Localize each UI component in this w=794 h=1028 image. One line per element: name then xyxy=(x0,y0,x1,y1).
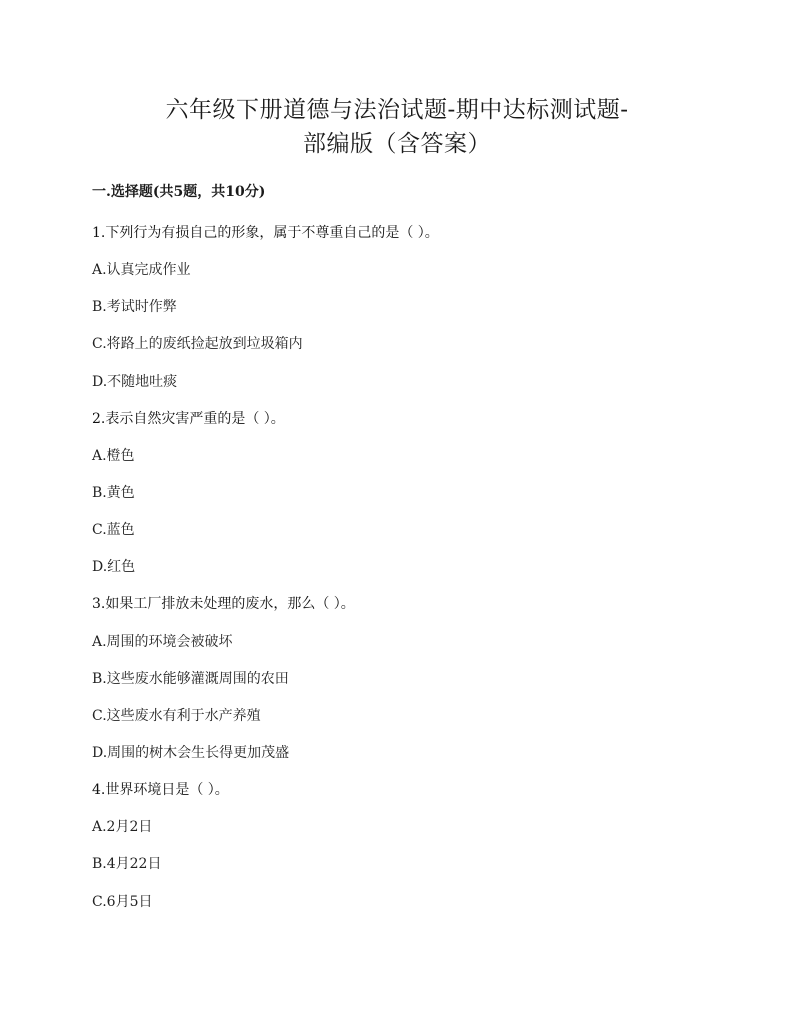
answer-option: D.周围的树木会生长得更加茂盛 xyxy=(92,744,290,761)
answer-option: D.不随地吐痰 xyxy=(92,373,178,390)
answer-option: B.4月22日 xyxy=(92,856,162,873)
answer-option: C.这些废水有利于水产养殖 xyxy=(92,707,261,724)
answer-option: B.黄色 xyxy=(92,484,135,501)
section-heading: 一.选择题(共5题，共10分) xyxy=(92,184,266,200)
answer-option: A.周围的环境会被破坏 xyxy=(92,633,233,650)
answer-option: D.红色 xyxy=(92,559,136,576)
answer-option: A.认真完成作业 xyxy=(92,262,191,279)
question-text: 3.如果工厂排放未处理的废水，那么（ ）。 xyxy=(92,596,355,613)
answer-option: C.6月5日 xyxy=(92,893,153,910)
answer-option: C.蓝色 xyxy=(92,522,135,539)
question-list xyxy=(92,224,439,930)
answer-option: B.这些废水能够灌溉周围的农田 xyxy=(92,670,289,687)
document-title-line-1: 六年级下册道德与法治试题-期中达标测试题- xyxy=(165,97,629,123)
answer-option: B.考试时作弊 xyxy=(92,299,177,316)
answer-option: A.2月2日 xyxy=(92,819,153,836)
document-title-line-2: 部编版（含答案） xyxy=(303,131,491,157)
question-text: 4.世界环境日是（ ）。 xyxy=(92,782,229,799)
question-text: 2.表示自然灾害严重的是（ ）。 xyxy=(92,410,285,427)
answer-option: C.将路上的废纸捡起放到垃圾箱内 xyxy=(92,336,303,353)
question-text: 1.下列行为有损自己的形象，属于不尊重自己的是（ ）。 xyxy=(92,225,439,241)
answer-option: A.橙色 xyxy=(92,447,135,464)
